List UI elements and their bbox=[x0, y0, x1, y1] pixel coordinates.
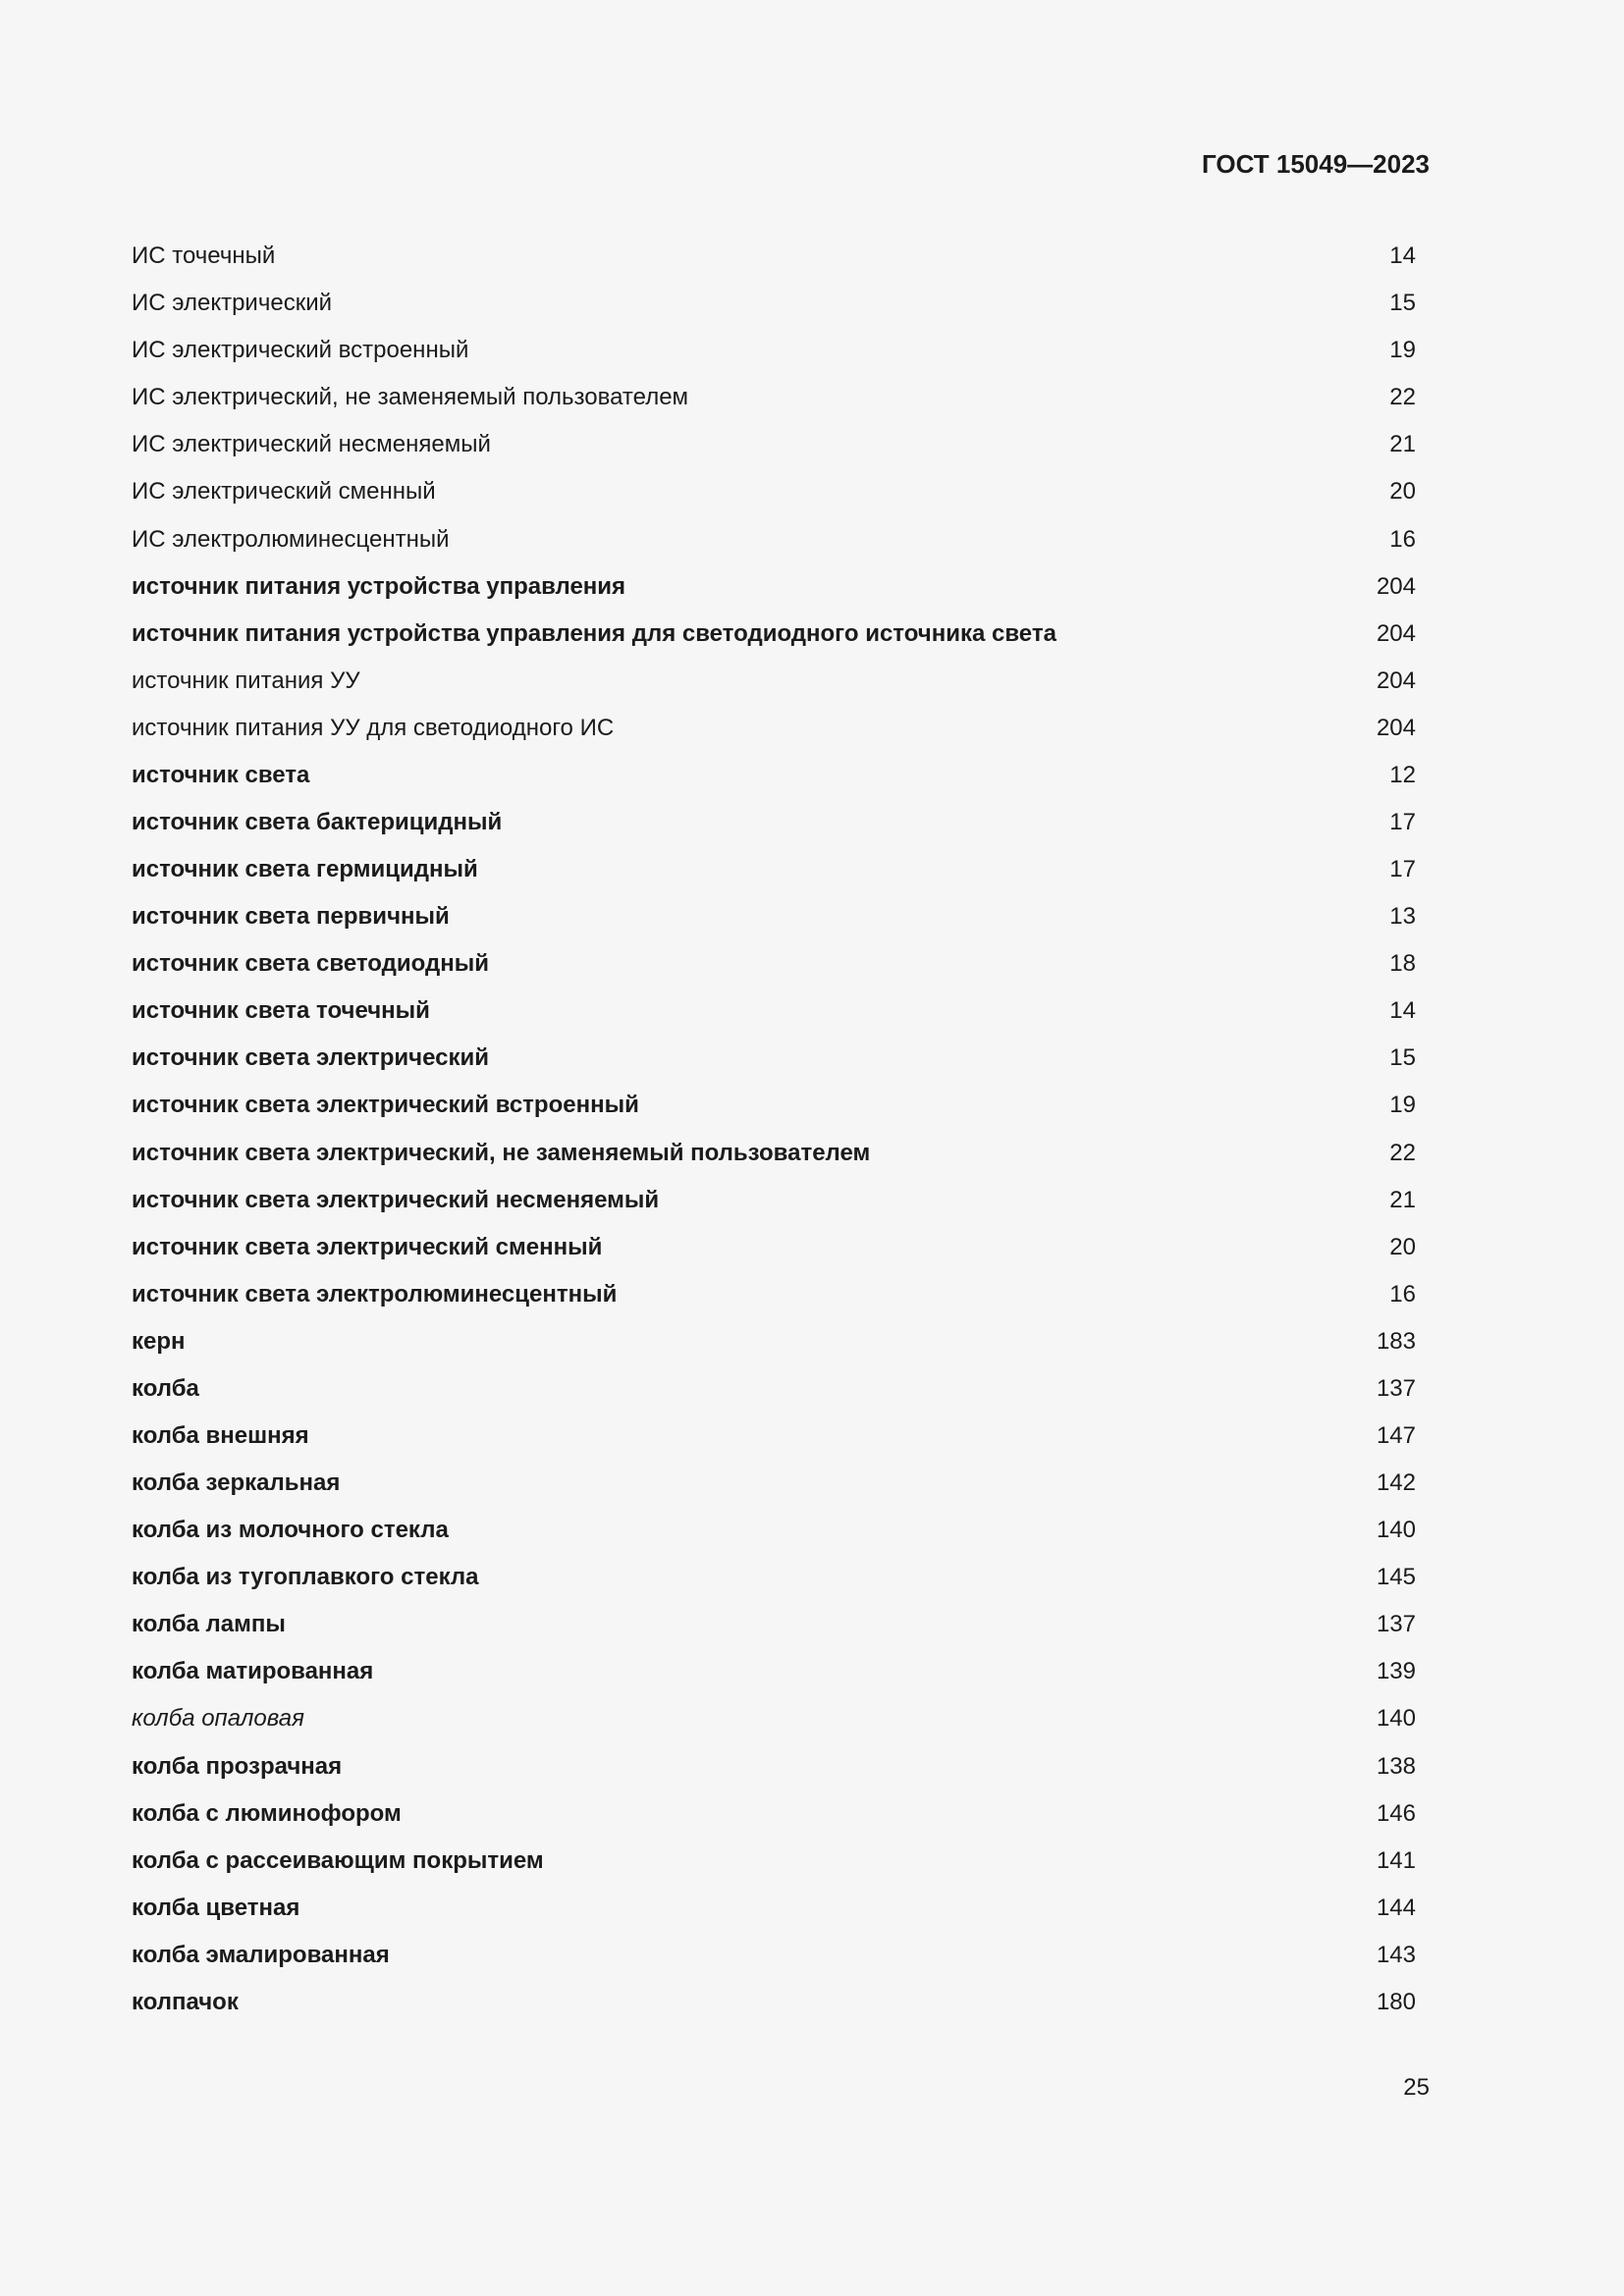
index-term: источник света электрический, не заменяемый пользователем bbox=[132, 1139, 871, 1166]
index-page-ref: 180 bbox=[1376, 1988, 1416, 2015]
index-term: источник света светодиодный bbox=[132, 950, 489, 978]
index-page-ref: 204 bbox=[1376, 714, 1416, 741]
index-entry bbox=[132, 563, 1416, 611]
index-entry bbox=[132, 1695, 1416, 1742]
index-entry bbox=[132, 421, 1416, 468]
index-entry bbox=[132, 1318, 1416, 1365]
index-entry bbox=[132, 327, 1416, 374]
index-term: источник света электрический bbox=[132, 1044, 489, 1072]
index-page-ref: 15 bbox=[1389, 290, 1416, 317]
index-page-ref: 14 bbox=[1389, 242, 1416, 270]
index-page-ref: 22 bbox=[1389, 384, 1416, 411]
index-page-ref: 204 bbox=[1376, 667, 1416, 694]
index-entry bbox=[132, 846, 1416, 893]
index-entry bbox=[132, 1932, 1416, 1979]
index-term: источник питания УУ bbox=[132, 667, 360, 694]
index-page-ref: 18 bbox=[1389, 950, 1416, 978]
index-page-ref: 139 bbox=[1376, 1658, 1416, 1685]
index-entry bbox=[132, 1224, 1416, 1271]
index-term: колба из молочного стекла bbox=[132, 1517, 449, 1544]
index-page-ref: 146 bbox=[1376, 1799, 1416, 1827]
index-entry bbox=[132, 799, 1416, 846]
page-number: 25 bbox=[1403, 2074, 1430, 2101]
index-page-ref: 20 bbox=[1389, 478, 1416, 506]
index-entry bbox=[132, 233, 1416, 280]
index-term: колба с рассеивающим покрытием bbox=[132, 1846, 544, 1874]
index-term: ИС электрический сменный bbox=[132, 478, 436, 506]
index-page-ref: 204 bbox=[1376, 572, 1416, 600]
index-entry bbox=[132, 1554, 1416, 1601]
index-page-ref: 143 bbox=[1376, 1941, 1416, 1968]
index-entry bbox=[132, 1365, 1416, 1413]
index-entry bbox=[132, 280, 1416, 327]
index-term: колба bbox=[132, 1374, 199, 1402]
index-page-ref: 21 bbox=[1389, 1186, 1416, 1213]
index-page-ref: 183 bbox=[1376, 1327, 1416, 1355]
index-term: источник света bbox=[132, 761, 310, 788]
term-index-list bbox=[132, 233, 1416, 2026]
index-term: ИС электрический встроенный bbox=[132, 337, 469, 364]
index-term: колба матированная bbox=[132, 1658, 374, 1685]
index-entry bbox=[132, 1035, 1416, 1082]
index-entry bbox=[132, 1979, 1416, 2026]
index-term: ИС электрический bbox=[132, 290, 332, 317]
index-entry bbox=[132, 752, 1416, 799]
index-page-ref: 141 bbox=[1376, 1846, 1416, 1874]
index-entry bbox=[132, 1601, 1416, 1648]
index-term: колба с люминофором bbox=[132, 1799, 402, 1827]
index-term: источник света электрический несменяемый bbox=[132, 1186, 660, 1213]
index-term: источник света электролюминесцентный bbox=[132, 1280, 618, 1308]
index-entry bbox=[132, 1838, 1416, 1885]
index-term: колба опаловая bbox=[132, 1705, 304, 1733]
index-term: источник света первичный bbox=[132, 903, 450, 931]
index-page-ref: 204 bbox=[1376, 619, 1416, 647]
index-entry bbox=[132, 1460, 1416, 1507]
index-entry bbox=[132, 705, 1416, 752]
index-term: источник света электрический встроенный bbox=[132, 1092, 639, 1119]
index-page-ref: 12 bbox=[1389, 761, 1416, 788]
index-term: колба лампы bbox=[132, 1611, 286, 1638]
index-entry bbox=[132, 1743, 1416, 1790]
index-entry bbox=[132, 893, 1416, 940]
index-page-ref: 17 bbox=[1389, 856, 1416, 883]
index-page-ref: 15 bbox=[1389, 1044, 1416, 1072]
index-entry bbox=[132, 1413, 1416, 1460]
index-term: источник питания УУ для светодиодного ИС bbox=[132, 714, 615, 741]
index-entry bbox=[132, 1082, 1416, 1129]
index-page-ref: 142 bbox=[1376, 1469, 1416, 1497]
index-page-ref: 137 bbox=[1376, 1611, 1416, 1638]
index-page-ref: 21 bbox=[1389, 431, 1416, 458]
index-term: колба внешняя bbox=[132, 1421, 309, 1449]
index-page-ref: 138 bbox=[1376, 1752, 1416, 1780]
index-term: ИС точечный bbox=[132, 242, 276, 270]
index-page-ref: 19 bbox=[1389, 337, 1416, 364]
index-term: колба цветная bbox=[132, 1894, 300, 1921]
index-page-ref: 14 bbox=[1389, 997, 1416, 1025]
index-entry bbox=[132, 1885, 1416, 1932]
index-page-ref: 140 bbox=[1376, 1705, 1416, 1733]
index-term: ИС электрический несменяемый bbox=[132, 431, 491, 458]
index-page-ref: 19 bbox=[1389, 1092, 1416, 1119]
index-entry bbox=[132, 1271, 1416, 1318]
index-page-ref: 137 bbox=[1376, 1374, 1416, 1402]
index-page-ref: 145 bbox=[1376, 1564, 1416, 1591]
index-term: источник света бактерицидный bbox=[132, 808, 503, 835]
index-entry bbox=[132, 374, 1416, 421]
index-entry bbox=[132, 1507, 1416, 1554]
index-entry bbox=[132, 988, 1416, 1035]
index-term: колба из тугоплавкого стекла bbox=[132, 1564, 479, 1591]
index-term: колба зеркальная bbox=[132, 1469, 341, 1497]
index-page-ref: 20 bbox=[1389, 1233, 1416, 1260]
index-term: источник света точечный bbox=[132, 997, 430, 1025]
index-entry bbox=[132, 1129, 1416, 1176]
index-term: источник питания устройства управления для светодиодного источника света bbox=[132, 619, 1056, 647]
index-entry bbox=[132, 1790, 1416, 1838]
index-entry bbox=[132, 468, 1416, 515]
index-entry bbox=[132, 658, 1416, 705]
document-header: ГОСТ 15049—2023 bbox=[1202, 149, 1430, 179]
index-page-ref: 17 bbox=[1389, 808, 1416, 835]
index-term: керн bbox=[132, 1327, 186, 1355]
index-entry bbox=[132, 1177, 1416, 1224]
index-page-ref: 140 bbox=[1376, 1517, 1416, 1544]
index-term: ИС электролюминесцентный bbox=[132, 525, 450, 553]
index-page-ref: 16 bbox=[1389, 1280, 1416, 1308]
index-term: источник света гермицидный bbox=[132, 856, 478, 883]
index-page-ref: 144 bbox=[1376, 1894, 1416, 1921]
index-term: колпачок bbox=[132, 1988, 239, 2015]
index-term: источник света электрический сменный bbox=[132, 1233, 603, 1260]
index-term: колба эмалированная bbox=[132, 1941, 390, 1968]
index-page-ref: 22 bbox=[1389, 1139, 1416, 1166]
index-term: источник питания устройства управления bbox=[132, 572, 626, 600]
index-entry bbox=[132, 611, 1416, 658]
index-entry bbox=[132, 515, 1416, 562]
index-term: колба прозрачная bbox=[132, 1752, 343, 1780]
index-page-ref: 147 bbox=[1376, 1421, 1416, 1449]
index-page-ref: 16 bbox=[1389, 525, 1416, 553]
index-entry bbox=[132, 940, 1416, 988]
index-term: ИС электрический, не заменяемый пользователем bbox=[132, 384, 689, 411]
index-entry bbox=[132, 1648, 1416, 1695]
index-page-ref: 13 bbox=[1389, 903, 1416, 931]
